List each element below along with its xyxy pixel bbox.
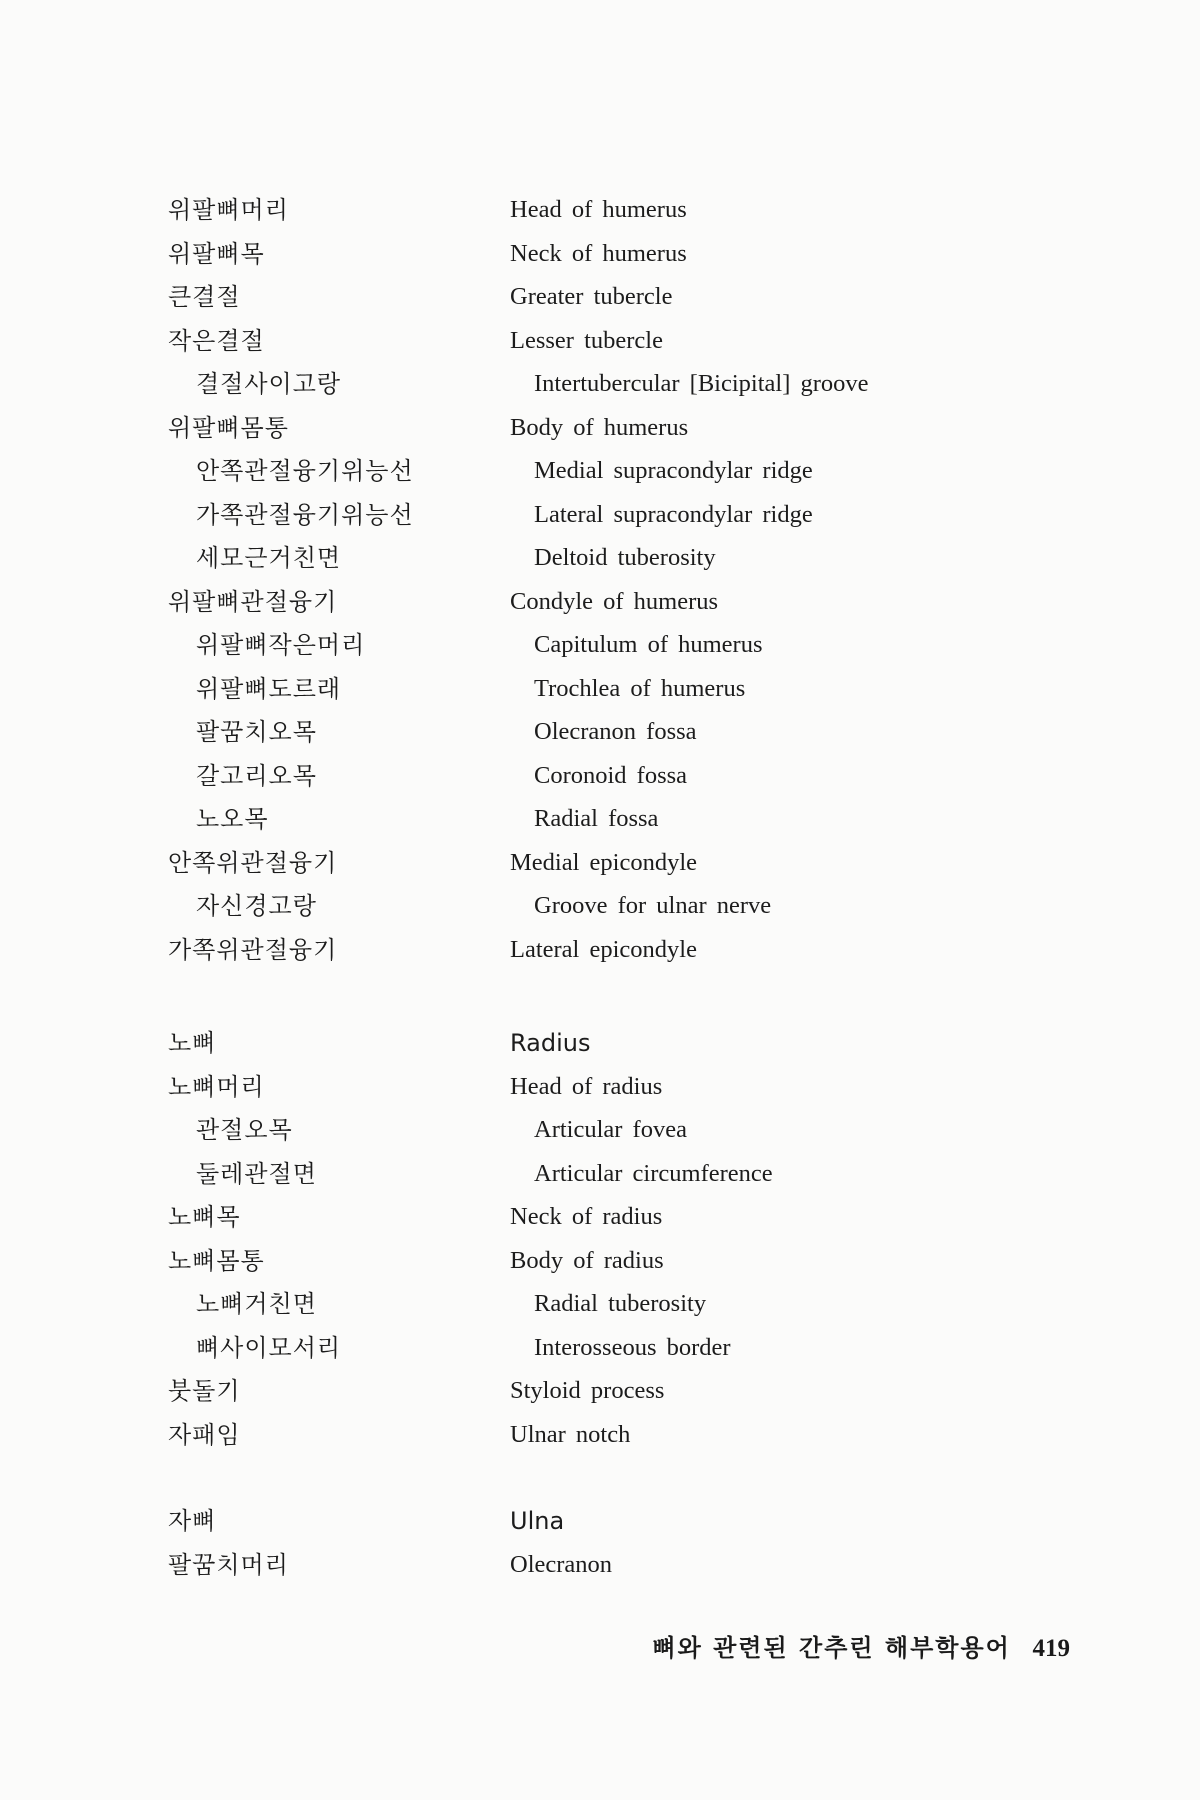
korean-term: 뼈사이모서리	[196, 1333, 342, 1362]
term-row	[0, 1373, 1200, 1417]
english-term: Condyle of humerus	[510, 587, 719, 615]
english-term: Body of humerus	[510, 413, 689, 441]
term-row	[0, 1330, 1200, 1374]
korean-term: 노뼈목	[168, 1203, 241, 1231]
english-term: Head of radius	[510, 1072, 663, 1100]
english-term: Olecranon fossa	[534, 718, 697, 745]
term-row	[0, 323, 1200, 367]
term-row	[0, 801, 1200, 845]
korean-term: 붓돌기	[168, 1377, 241, 1405]
english-term: Interosseous border	[534, 1333, 731, 1361]
korean-term: 안쪽관절융기위능선	[196, 457, 414, 485]
term-row	[0, 279, 1200, 323]
korean-term: 세모근거친면	[196, 544, 342, 572]
term-row	[0, 888, 1200, 932]
english-term: Articular fovea	[534, 1116, 687, 1143]
term-row	[0, 1243, 1200, 1287]
korean-term: 가쪽위관절융기	[168, 935, 338, 964]
term-row	[0, 758, 1200, 802]
term-row	[0, 497, 1200, 541]
term-row	[0, 845, 1200, 889]
english-term: Neck of humerus	[510, 239, 687, 267]
page-footer	[652, 1630, 1070, 1667]
term-row	[0, 453, 1200, 497]
term-row	[0, 1199, 1200, 1243]
korean-term: 노오목	[196, 805, 269, 833]
korean-term: 노뼈머리	[168, 1072, 265, 1101]
english-term: Olecranon	[510, 1550, 613, 1578]
ulna-term-section	[0, 1503, 1200, 1590]
korean-term: 위팔뼈몸통	[168, 413, 289, 442]
english-term: Lateral supracondylar ridge	[534, 500, 813, 528]
korean-term: 위팔뼈머리	[168, 196, 289, 224]
korean-term: 팔꿈치오목	[196, 718, 317, 746]
page-number: 419	[1032, 1635, 1070, 1662]
english-term: Ulnar notch	[510, 1420, 631, 1448]
term-row	[0, 1417, 1200, 1461]
korean-term: 관절오목	[196, 1116, 293, 1144]
term-row	[0, 671, 1200, 715]
english-term: Greater tubercle	[510, 283, 673, 310]
english-term: Articular circumference	[534, 1159, 773, 1187]
radius-term-section	[0, 1025, 1200, 1460]
term-row	[0, 1547, 1200, 1591]
english-term: Lateral epicondyle	[510, 935, 697, 963]
term-row	[0, 1069, 1200, 1113]
term-row	[0, 1156, 1200, 1200]
korean-term: 위팔뼈관절융기	[168, 587, 338, 616]
english-term: Intertubercular [Bicipital] groove	[534, 370, 869, 397]
english-term: Styloid process	[510, 1377, 665, 1404]
english-term: Body of radius	[510, 1246, 664, 1274]
english-term: Neck of radius	[510, 1203, 663, 1230]
english-term: Head of humerus	[510, 196, 687, 223]
korean-term: 자뼈	[168, 1507, 217, 1535]
korean-term: 둘레관절면	[196, 1159, 317, 1188]
english-term: Radial tuberosity	[534, 1290, 707, 1317]
korean-term: 위팔뼈작은머리	[196, 631, 366, 659]
humerus-term-section	[0, 192, 1200, 975]
english-term: Trochlea of humerus	[534, 674, 746, 702]
term-row	[0, 1286, 1200, 1330]
english-term: Medial supracondylar ridge	[534, 457, 813, 484]
korean-term: 노뼈몸통	[168, 1246, 265, 1275]
term-row	[0, 1025, 1200, 1069]
english-term: Deltoid tuberosity	[534, 544, 716, 571]
english-term: Medial epicondyle	[510, 848, 698, 876]
korean-term: 가쪽관절융기위능선	[196, 500, 414, 529]
korean-term: 노뼈	[168, 1029, 217, 1057]
korean-term: 노뼈거친면	[196, 1290, 317, 1318]
term-row	[0, 584, 1200, 628]
korean-term: 위팔뼈도르래	[196, 674, 342, 703]
term-row	[0, 1112, 1200, 1156]
english-term: Lesser tubercle	[510, 326, 663, 354]
korean-term: 자패임	[168, 1420, 241, 1449]
korean-term: 안쪽위관절융기	[168, 848, 338, 877]
running-title: 뼈와 관련된 간추린 해부학용어	[652, 1634, 1011, 1662]
term-row	[0, 1503, 1200, 1547]
english-term: Coronoid fossa	[534, 761, 688, 789]
korean-term: 팔꿈치머리	[168, 1550, 289, 1579]
english-term: Groove for ulnar nerve	[534, 892, 772, 919]
english-term: Radial fossa	[534, 805, 659, 832]
korean-term: 큰결절	[168, 283, 241, 311]
term-row	[0, 714, 1200, 758]
korean-term: 갈고리오목	[196, 761, 317, 790]
term-row	[0, 540, 1200, 584]
korean-term: 자신경고랑	[196, 892, 317, 920]
korean-term: 위팔뼈목	[168, 239, 265, 268]
term-row	[0, 366, 1200, 410]
term-row	[0, 192, 1200, 236]
english-term: Ulna	[510, 1507, 565, 1535]
english-term: Capitulum of humerus	[534, 631, 763, 658]
english-term: Radius	[510, 1029, 591, 1057]
term-row	[0, 410, 1200, 454]
term-row	[0, 236, 1200, 280]
korean-term: 작은결절	[168, 326, 265, 355]
korean-term: 결절사이고랑	[196, 370, 342, 398]
term-row	[0, 932, 1200, 976]
term-row	[0, 627, 1200, 671]
